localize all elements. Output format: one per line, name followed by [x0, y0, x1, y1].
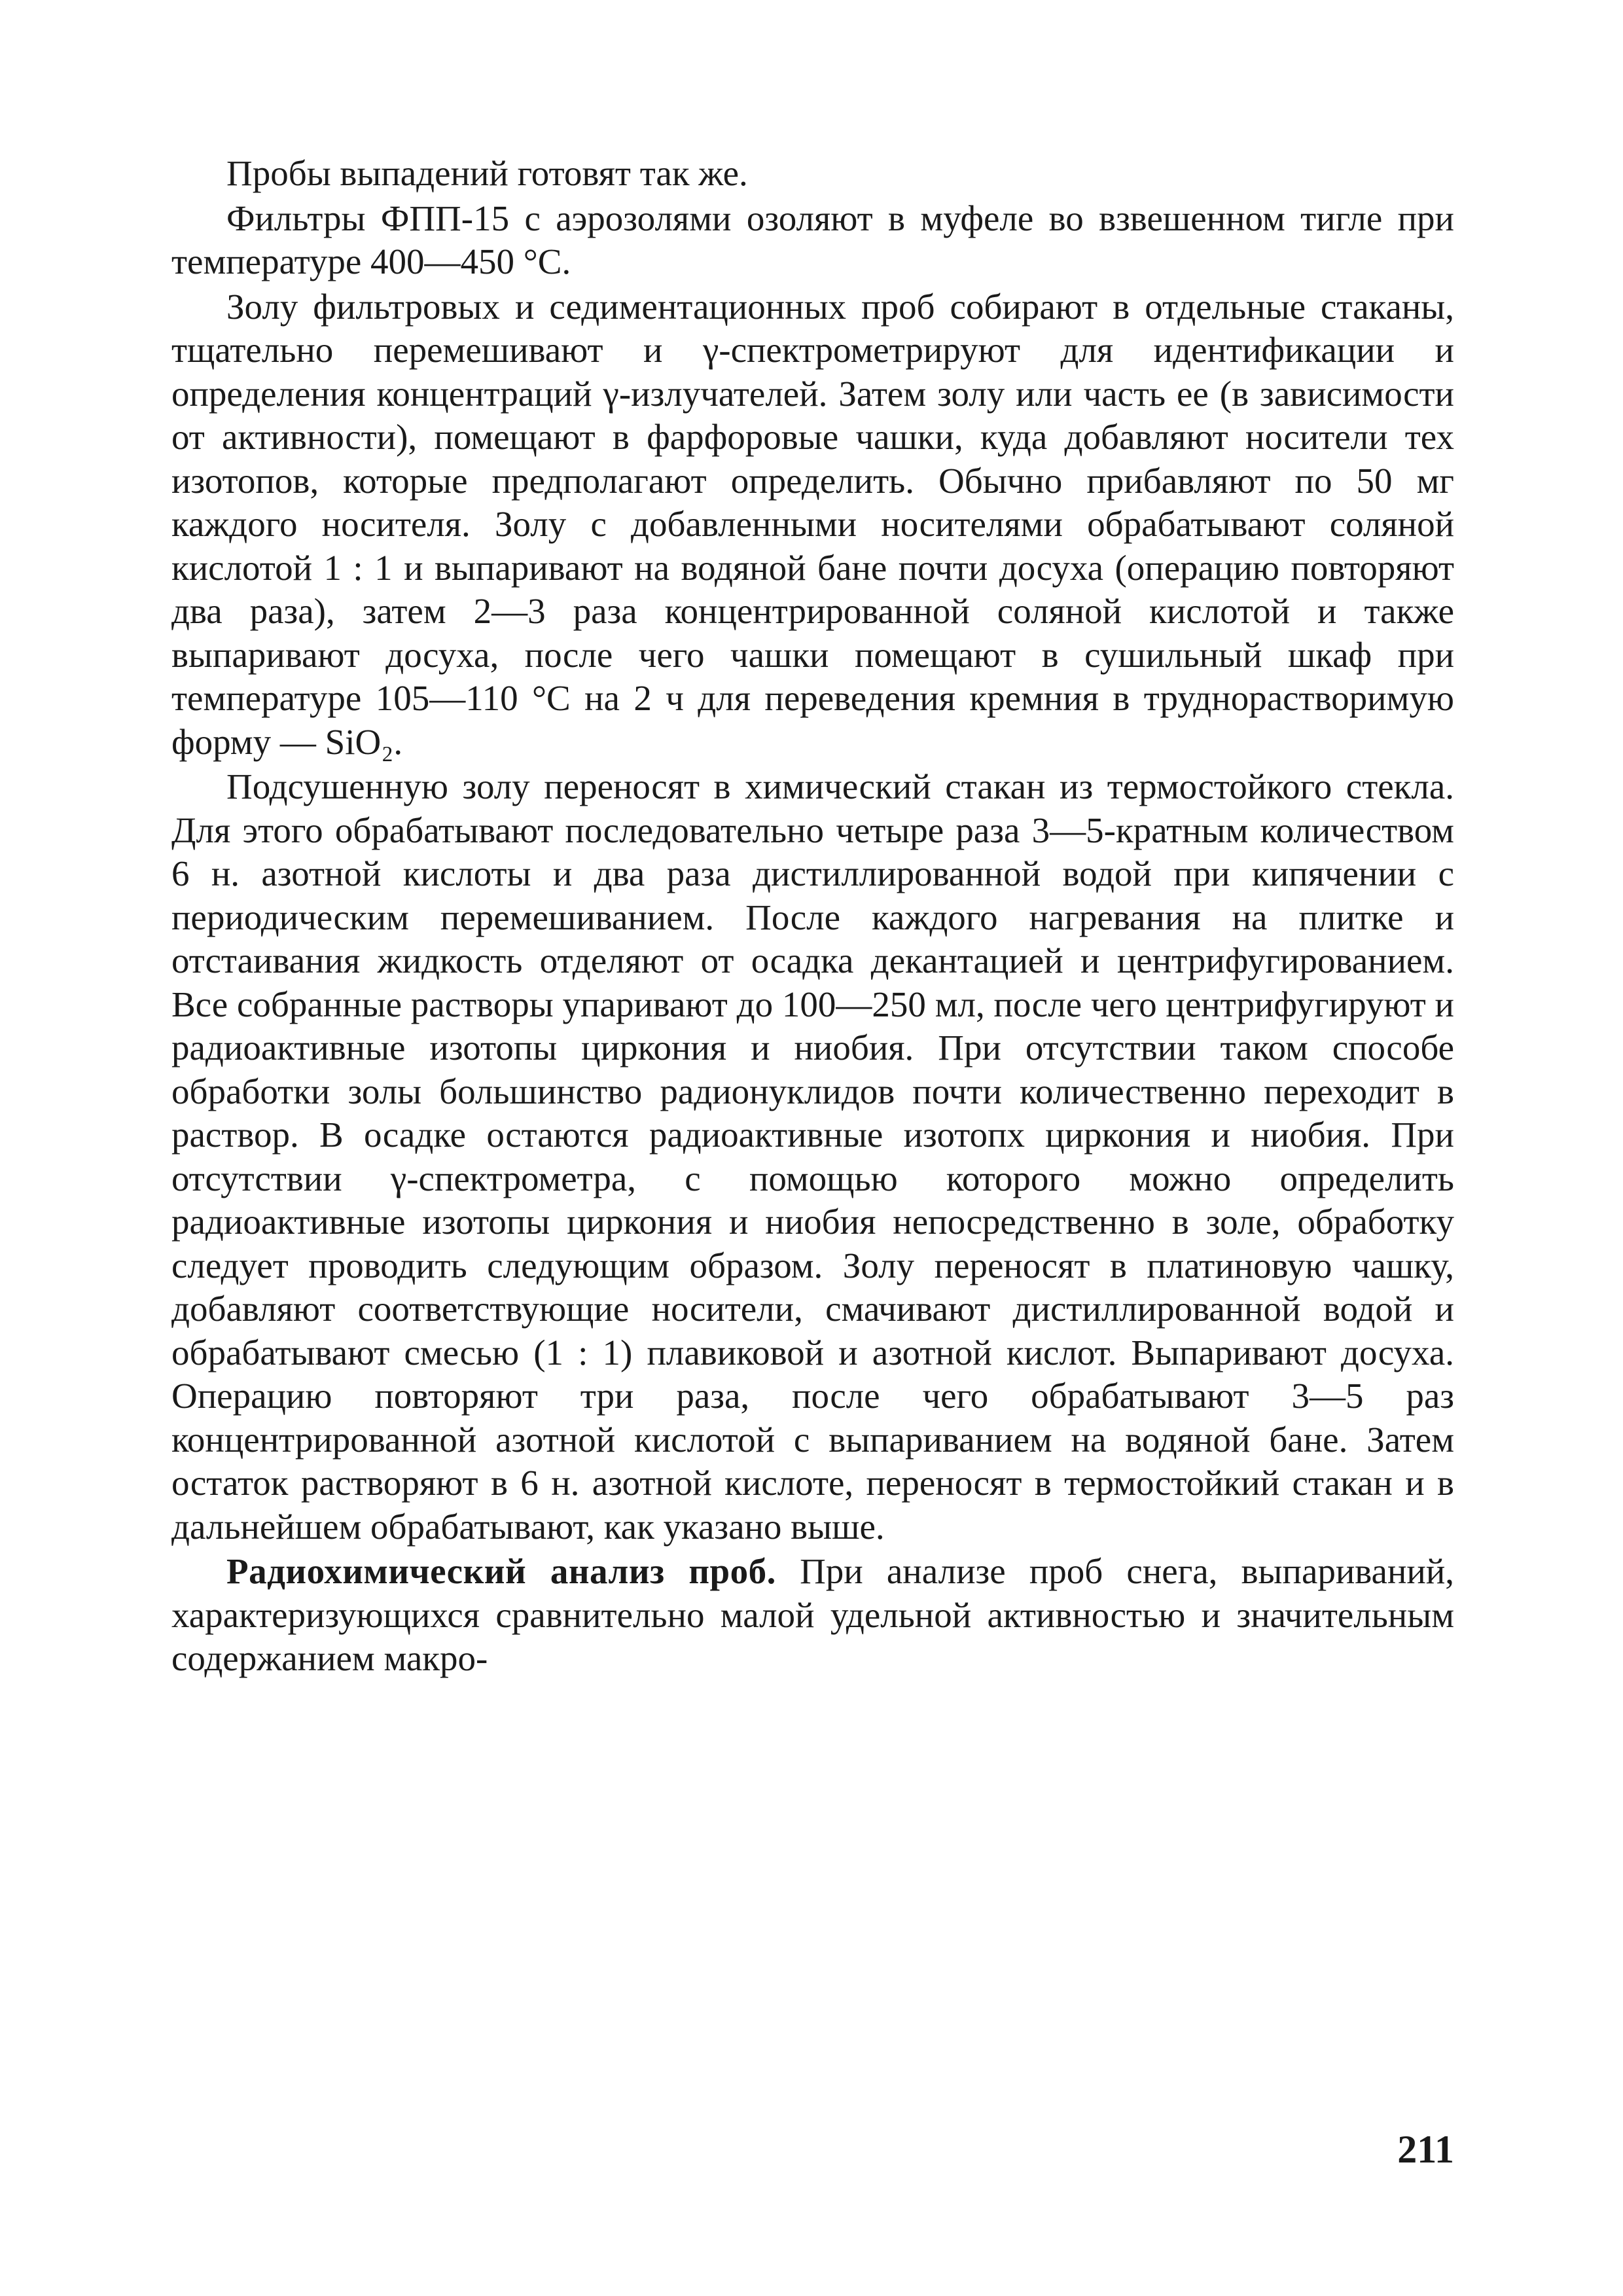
paragraph-fallout-samples: Пробы выпадений готовят так же.	[226, 153, 748, 193]
paragraph-ash-processing: Золу фильтровых и седиментационных проб собирают в отдельные стаканы, тщательно перемешивают и γ-спектрометрируют для идентификации и определения концентраций γ-излучателей. Затем золу или часть ее (в зависимости от активности), помещают в фарфоровые чашки, куда добавляют носители тех изотопов, которые предполагают определить. Обычно прибавляют по 50 мг каждого носителя. Золу с добавленными носителями обрабатывают соляной кислотой 1 : 1 и выпаривают на водяной бане почти досуха (операцию повторяют два раза), затем 2—3 раза концентрированной соляной кислотой и также выпаривают досуха, после чего чашки помещают в сушильный шкаф при температуре 105—110 °С на 2 ч для переведения кремния в труднорастворимую форму — SiO₂.	[171, 286, 1454, 762]
paragraph-radiochemical-analysis	[171, 1550, 1454, 1681]
paragraph-aerosol-filters: Фильтры ФПП-15 с аэрозолями озоляют в муфеле во взвешенном тигле при температуре 400—450 °С.	[171, 198, 1454, 281]
section-runin-heading: Радиохимический анализ проб.	[226, 1551, 776, 1591]
body-text	[171, 152, 1454, 1681]
paragraph-text: При анализе проб снега, выпариваний, характеризующихся сравнительно малой удельной активностью и значительным содержанием макро-	[171, 1551, 1454, 1678]
page-number: 211	[1397, 2128, 1454, 2171]
paragraph-dried-ash-transfer: Подсушенную золу переносят в химический стакан из термостойкого стекла. Для этого обрабатывают последовательно четыре раза 3—5-кратным количеством 6 н. азотной кислоты и два раза дистиллированной водой при кипячении с периодическим перемешиванием. После каждого нагревания на плитке и отстаивания жидкость отделяют от осадка декантацией и центрифугированием. Все собранные растворы упаривают до 100—250 мл, после чего центрифугируют и радиоактивные изотопы циркония и ниобия. При отсутствии таком способе обработки золы большинство радионуклидов почти количественно переходит в раствор. В осадке остаются радиоактивные изотопх циркония и ниобия. При отсутствии γ-спектрометра, с помощью которого можно определить радиоактивные изотопы циркония и ниобия непосредственно в золе, обработку следует проводить следующим образом. Золу переносят в платиновую чашку, добавляют соответствующие носители, смачивают дистиллированной водой и обрабатывают смесью (1 : 1) плавиковой и азотной кислот. Выпаривают досуха. Операцию повторяют три раза, после чего обрабатывают 3—5 раз концентрированной азотной кислотой с выпариванием на водяной бане. Затем остаток растворяют в 6 н. азотной кислоте, переносят в термостойкий стакан и в дальнейшем обрабатывают, как указано выше.	[171, 766, 1454, 1547]
